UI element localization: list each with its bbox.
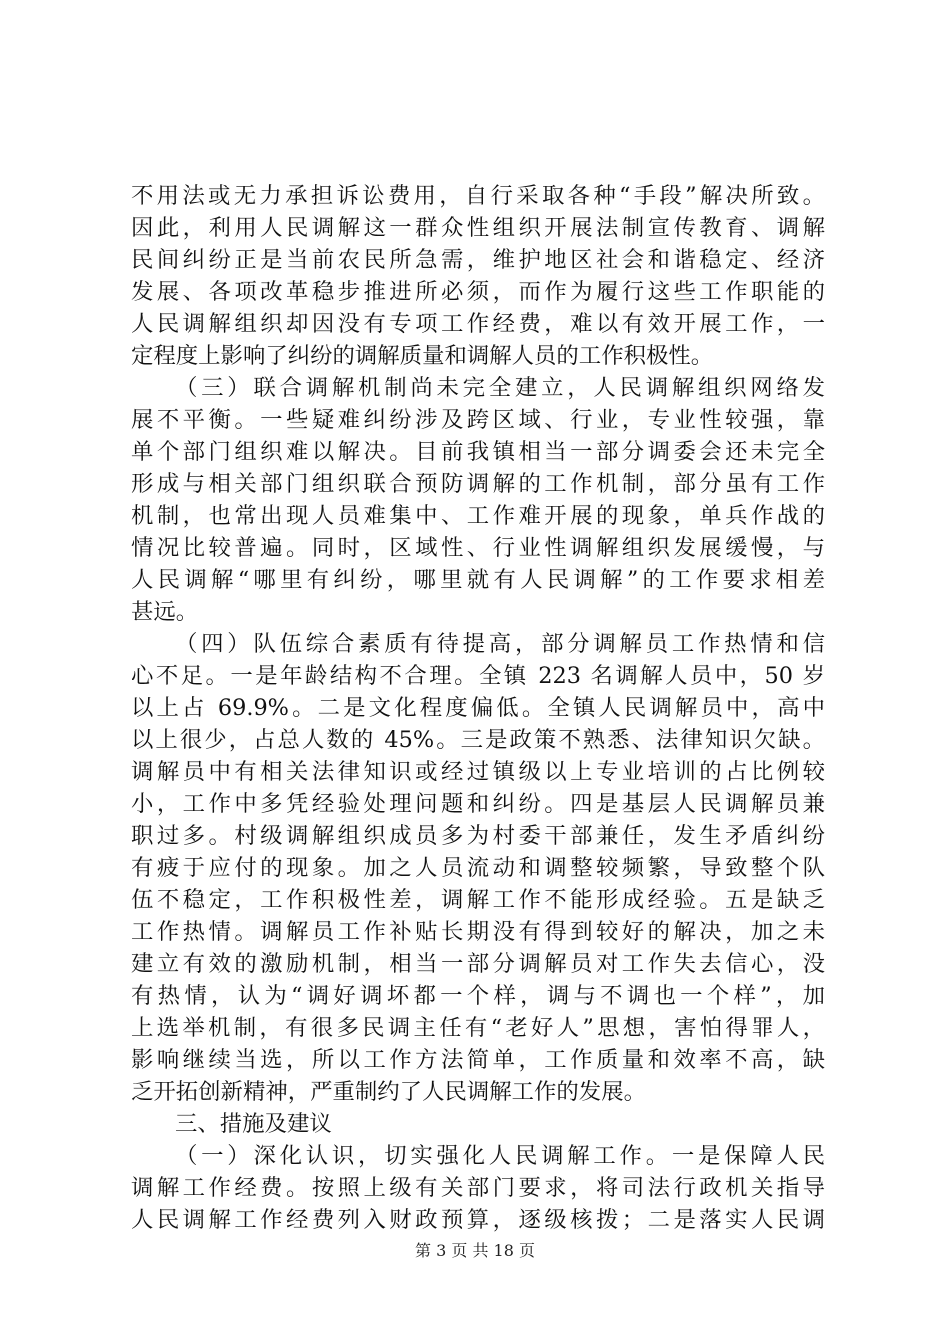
text-line: 人民调解组织却因没有专项工作经费，难以有效开展工作，一 <box>131 311 825 337</box>
text-line: 因此，利用人民调解这一群众性组织开展法制宣传教育、调解 <box>131 215 825 241</box>
text-line: 职过多。村级调解组织成员多为村委干部兼任，发生矛盾纠纷 <box>131 823 825 849</box>
page-footer <box>0 1241 950 1261</box>
page-number-label: 第 3 页 共 18 页 <box>415 1241 535 1260</box>
paragraph-heading-four: （四）队伍综合素质有待提高，部分调解员工作热情和信 <box>175 631 825 657</box>
body-text <box>131 180 825 1236</box>
text-line: 小，工作中多凭经验处理问题和纠纷。四是基层人民调解员兼 <box>131 791 825 817</box>
text-line: 甚远。 <box>131 599 199 625</box>
text-line: 定程度上影响了纠纷的调解质量和调解人员的工作积极性。 <box>131 343 714 369</box>
text-line: 单个部门组织难以解决。目前我镇相当一部分调委会还未完全 <box>131 439 825 465</box>
text-line: 不用法或无力承担诉讼费用，自行采取各种“手段”解决所致。 <box>131 183 825 209</box>
text-line: 乏开拓创新精神，严重制约了人民调解工作的发展。 <box>131 1079 646 1105</box>
text-line: 形成与相关部门组织联合预防调解的工作机制，部分虽有工作 <box>131 471 825 497</box>
paragraph-heading-one: （一）深化认识，切实强化人民调解工作。一是保障人民 <box>175 1143 825 1169</box>
text-line: 工作热情。调解员工作补贴长期没有得到较好的解决，加之未 <box>131 919 825 945</box>
text-line: 调解工作经费。按照上级有关部门要求，将司法行政机关指导 <box>131 1175 825 1201</box>
text-line: 影响继续当选，所以工作方法简单，工作质量和效率不高，缺 <box>131 1047 825 1073</box>
text-line: 民间纠纷正是当前农民所急需，维护地区社会和谐稳定、经济 <box>131 247 825 273</box>
text-line: 调解员中有相关法律知识或经过镇级以上专业培训的占比例较 <box>131 759 825 785</box>
text-line: 情况比较普遍。同时，区域性、行业性调解组织发展缓慢，与 <box>131 535 825 561</box>
section-heading: 三、措施及建议 <box>175 1111 332 1137</box>
text-line: 以上很少，占总人数的 45%。三是政策不熟悉、法律知识欠缺。 <box>131 727 825 753</box>
text-line: 展不平衡。一些疑难纠纷涉及跨区域、行业，专业性较强，靠 <box>131 407 825 433</box>
text-line: 人民调解“哪里有纠纷，哪里就有人民调解”的工作要求相差 <box>131 567 825 593</box>
text-line: 机制，也常出现人员难集中、工作难开展的现象，单兵作战的 <box>131 503 825 529</box>
paragraph-heading-three: （三）联合调解机制尚未完全建立，人民调解组织网络发 <box>175 375 825 401</box>
text-line: 有疲于应付的现象。加之人员流动和调整较频繁，导致整个队 <box>131 855 825 881</box>
text-line: 心不足。一是年龄结构不合理。全镇 223 名调解人员中，50 岁 <box>131 663 825 689</box>
text-line: 以上占 69.9%。二是文化程度偏低。全镇人民调解员中，高中 <box>131 695 825 721</box>
text-line: 建立有效的激励机制，相当一部分调解员对工作失去信心，没 <box>131 951 825 977</box>
text-line: 人民调解工作经费列入财政预算，逐级核拨；二是落实人民调 <box>131 1207 825 1233</box>
text-line: 伍不稳定，工作积极性差，调解工作不能形成经验。五是缺乏 <box>131 887 825 913</box>
text-line: 发展、各项改革稳步推进所必须，而作为履行这些工作职能的 <box>131 279 825 305</box>
text-line: 有热情，认为“调好调坏都一个样，调与不调也一个样”，加 <box>131 983 825 1009</box>
text-line: 上选举机制，有很多民调主任有“老好人”思想，害怕得罪人， <box>131 1015 825 1041</box>
